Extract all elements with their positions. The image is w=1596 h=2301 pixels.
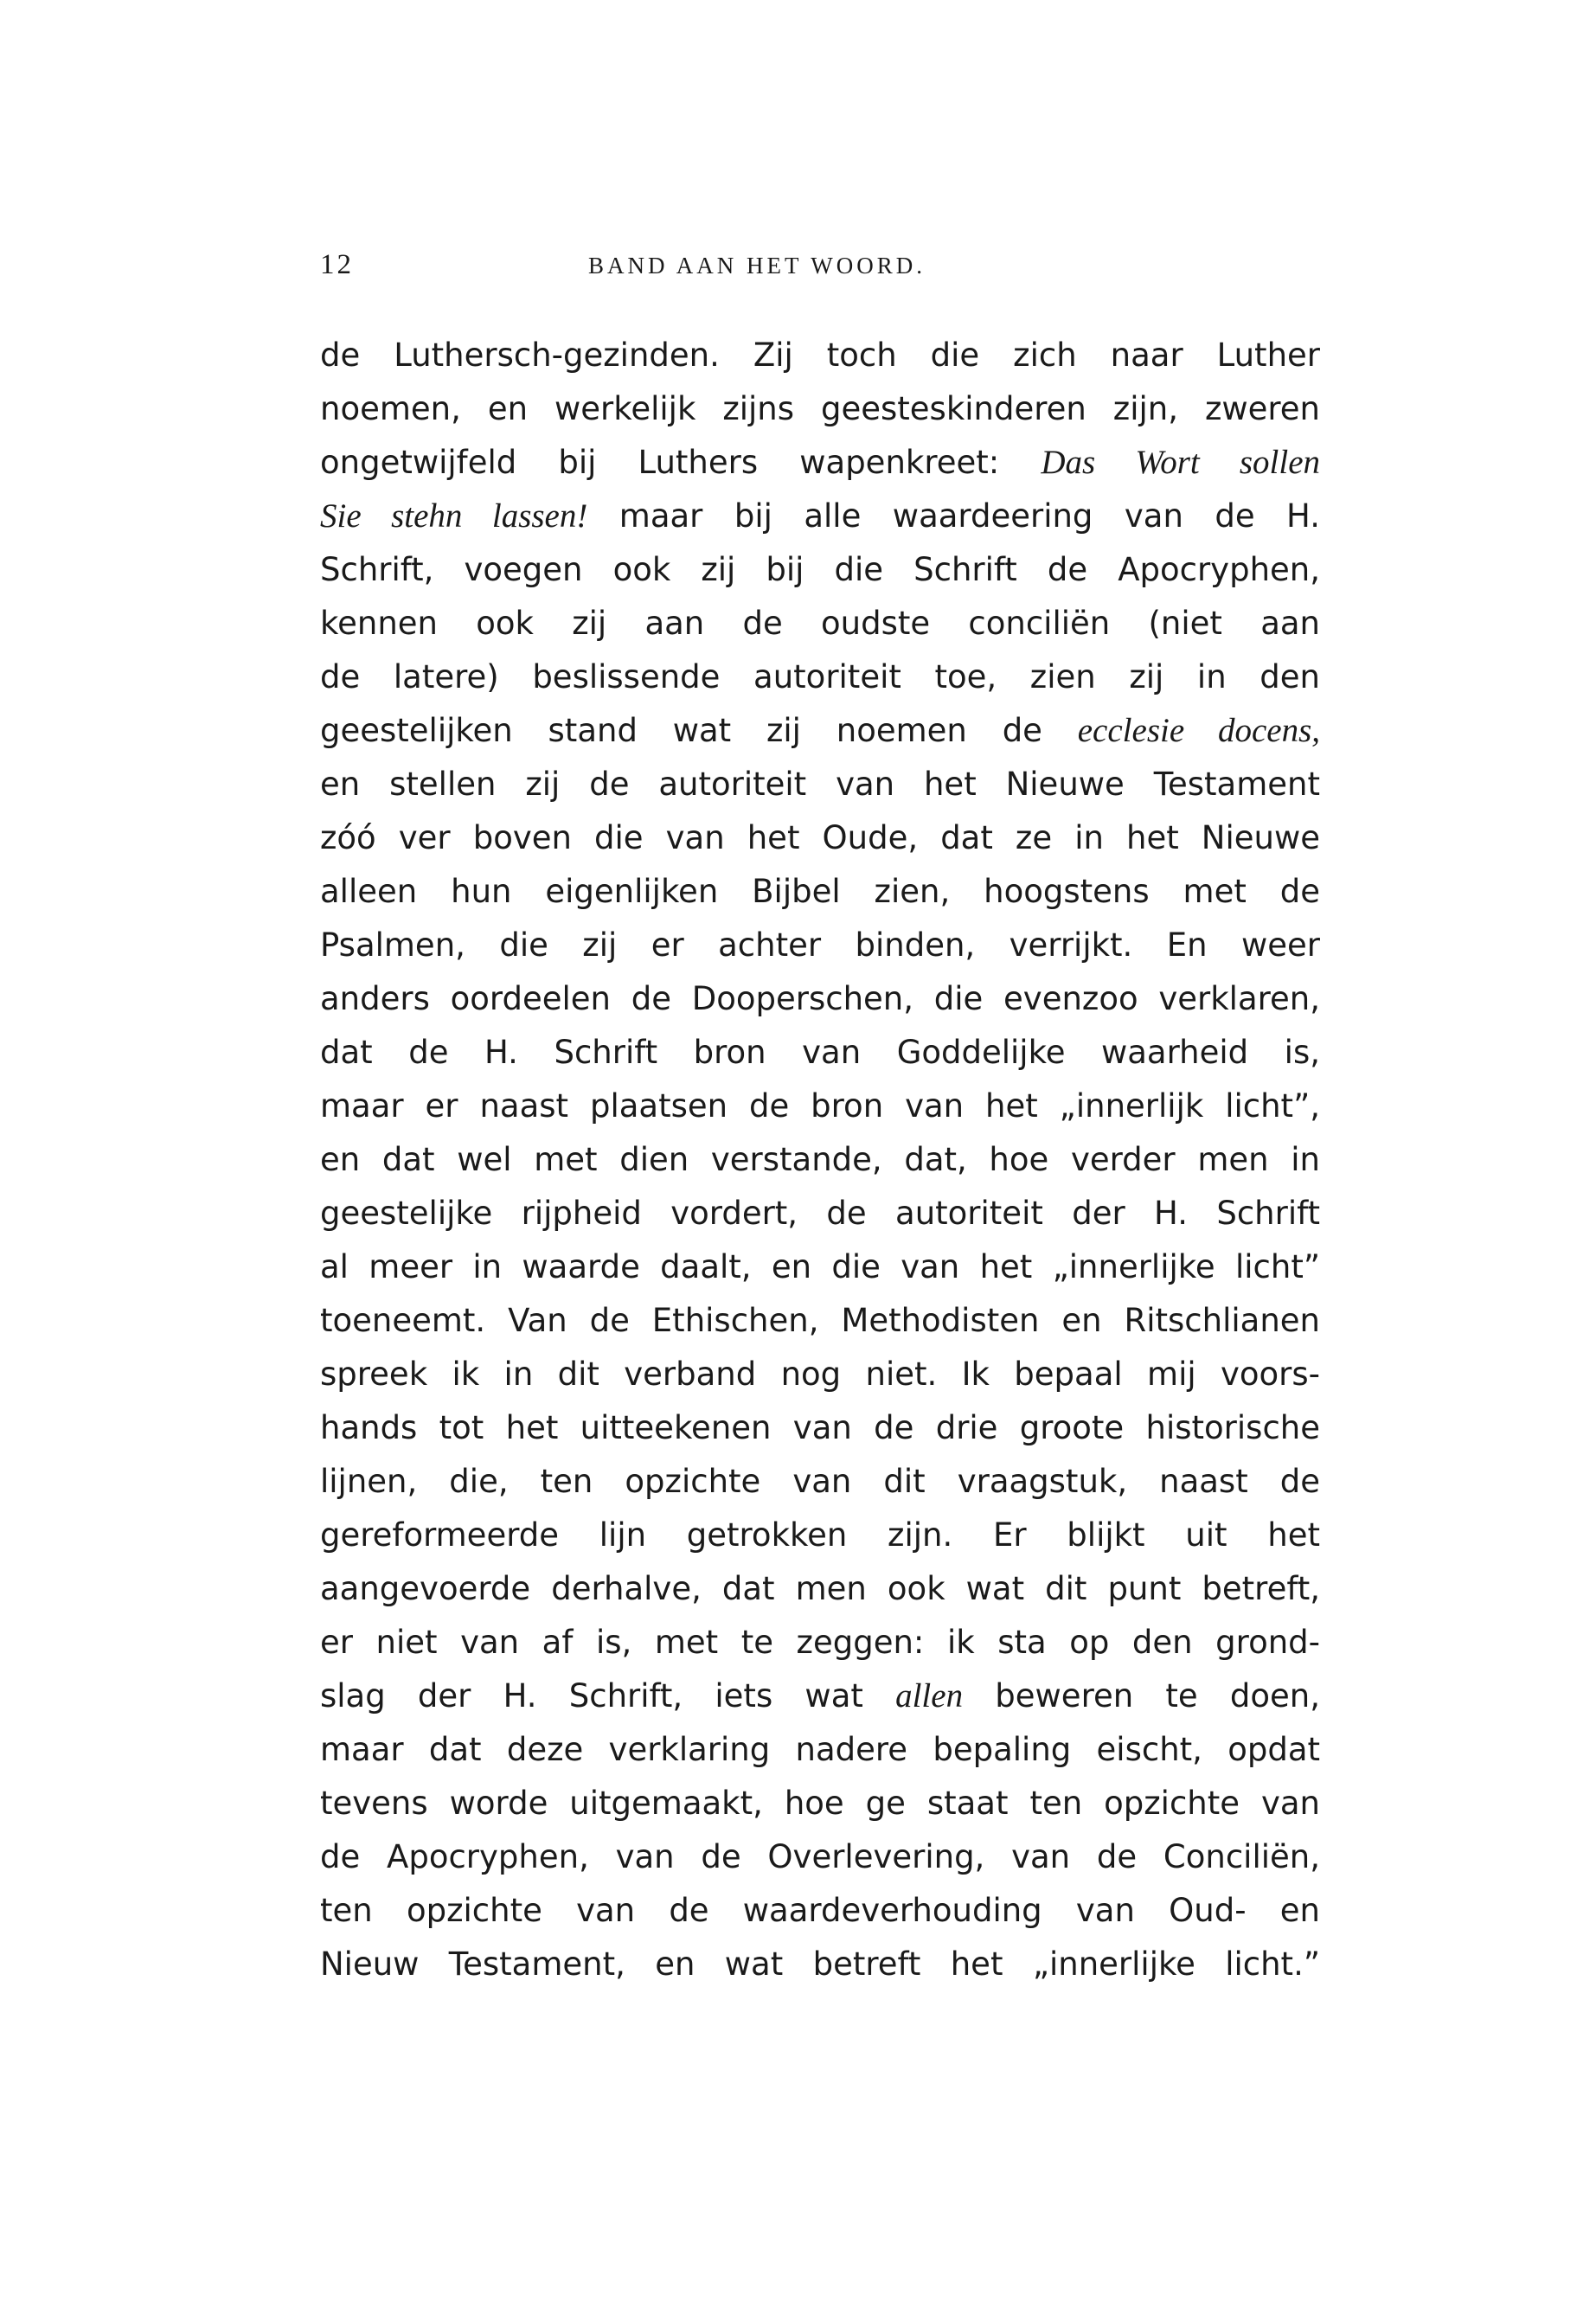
text-fragment: beweren te doen, [963, 1677, 1320, 1715]
text-line [320, 436, 1320, 490]
text-fragment: de Luthersch-gezinden. Zij toch die zich naar Luther [320, 336, 1320, 374]
text-fragment: Psalmen, die zij er achter binden, verrijkt. En weer [320, 926, 1320, 964]
text-line [320, 758, 1320, 811]
text-fragment: kennen ook zij aan de oudste conciliën (niet aan [320, 605, 1320, 642]
text-fragment: maar dat deze verklaring nadere bepaling eischt, opdat [320, 1731, 1320, 1768]
text-fragment: ongetwijfeld bij Luthers wapenkreet: [320, 444, 1042, 481]
text-fragment: maar bij alle waardeering van de H. [587, 497, 1320, 535]
italic-text: allen [895, 1677, 964, 1715]
text-line [320, 1187, 1320, 1240]
text-fragment: dat de H. Schrift bron van Goddelijke waarheid is, [320, 1034, 1320, 1071]
text-fragment: de latere) beslissende autoriteit toe, zien zij in den [320, 658, 1320, 695]
text-line [320, 1348, 1320, 1401]
text-line [320, 1723, 1320, 1777]
italic-text: ecclesie docens, [1077, 712, 1320, 749]
text-line [320, 1938, 1320, 1991]
text-fragment: maar er naast plaatsen de bron van het „innerlijk licht”, [320, 1087, 1320, 1125]
page-number: 12 [320, 249, 354, 280]
text-line [320, 597, 1320, 651]
text-fragment: alleen hun eigenlijken Bijbel zien, hoogstens met de [320, 873, 1320, 910]
running-head: BAND AAN HET WOORD. [588, 253, 926, 279]
text-line [320, 651, 1320, 704]
text-line [320, 382, 1320, 436]
italic-text: Das Wort sollen [1041, 444, 1320, 481]
text-line [320, 1080, 1320, 1133]
text-line [320, 865, 1320, 919]
text-fragment: geestelijke rijpheid vordert, de autoriteit der H. Schrift [320, 1195, 1320, 1232]
text-fragment: anders oordeelen de Dooperschen, die evenzoo verklaren, [320, 980, 1320, 1017]
text-line [320, 543, 1320, 597]
text-fragment: spreek ik in dit verband nog niet. Ik bepaal mij voors- [320, 1356, 1320, 1393]
text-line [320, 1240, 1320, 1294]
text-fragment: zóó ver boven die van het Oude, dat ze in het Nieuwe [320, 819, 1320, 856]
text-fragment: al meer in waarde daalt, en die van het „innerlijke licht” [320, 1248, 1320, 1285]
text-fragment: geestelijken stand wat zij noemen de [320, 712, 1078, 749]
text-line [320, 1455, 1320, 1509]
text-fragment: aangevoerde derhalve, dat men ook wat dit punt betreft, [320, 1570, 1320, 1607]
text-line [320, 919, 1320, 972]
text-line [320, 1509, 1320, 1562]
text-line [320, 1777, 1320, 1830]
text-fragment: Schrift, voegen ook zij bij die Schrift de Apocryphen, [320, 551, 1320, 588]
text-line [320, 1616, 1320, 1670]
text-line [320, 1026, 1320, 1080]
text-line [320, 1562, 1320, 1616]
text-fragment: er niet van af is, met te zeggen: ik sta op den grond- [320, 1624, 1320, 1661]
text-fragment: hands tot het uitteekenen van de drie groote historische [320, 1409, 1320, 1446]
text-fragment: noemen, en werkelijk zijns geesteskinderen zijn, zweren [320, 390, 1320, 427]
text-line [320, 1884, 1320, 1938]
text-line [320, 811, 1320, 865]
body-text [320, 329, 1320, 1991]
page-header [320, 249, 1320, 292]
text-line [320, 490, 1320, 543]
text-fragment: de Apocryphen, van de Overlevering, van de Conciliën, [320, 1838, 1320, 1875]
text-fragment: ten opzichte van de waardeverhouding van Oud- en [320, 1892, 1320, 1929]
text-line [320, 972, 1320, 1026]
text-line [320, 1830, 1320, 1884]
text-line [320, 329, 1320, 382]
text-line [320, 1670, 1320, 1723]
italic-text: Sie stehn lassen! [320, 497, 588, 535]
text-line [320, 1294, 1320, 1348]
text-fragment: gereformeerde lijn getrokken zijn. Er blijkt uit het [320, 1516, 1320, 1554]
text-fragment: en stellen zij de autoriteit van het Nieuwe Testament [320, 766, 1320, 803]
text-line [320, 1401, 1320, 1455]
text-fragment: tevens worde uitgemaakt, hoe ge staat ten opzichte van [320, 1785, 1320, 1822]
text-fragment: en dat wel met dien verstande, dat, hoe verder men in [320, 1141, 1320, 1178]
text-line [320, 1133, 1320, 1187]
text-fragment: toeneemt. Van de Ethischen, Methodisten en Ritschlianen [320, 1302, 1320, 1339]
text-line [320, 704, 1320, 758]
text-fragment: Nieuw Testament, en wat betreft het „innerlijke licht.” [320, 1945, 1320, 1983]
text-fragment: slag der H. Schrift, iets wat [320, 1677, 896, 1715]
text-fragment: lijnen, die, ten opzichte van dit vraagstuk, naast de [320, 1463, 1320, 1500]
